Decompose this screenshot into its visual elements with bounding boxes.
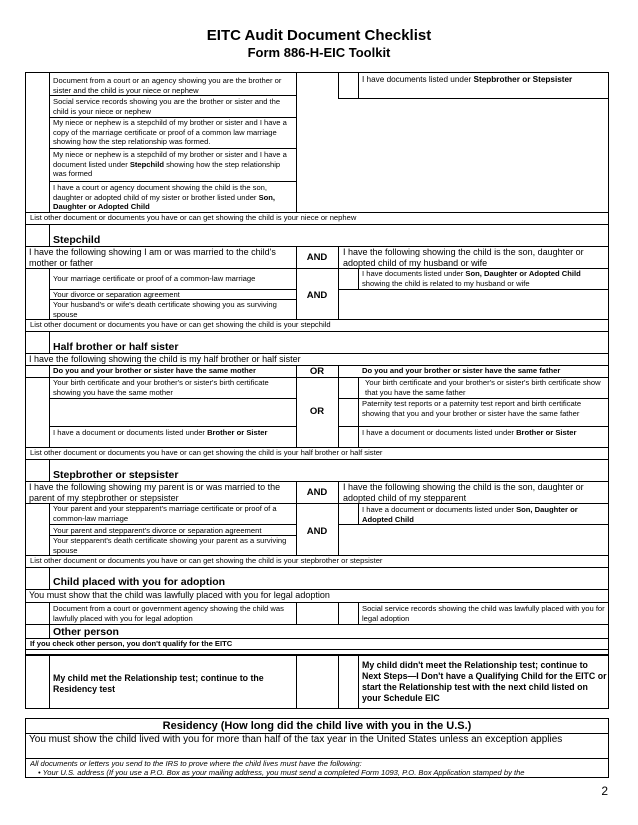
half-mother-birth-cert: Your birth certificate and your brother's or sister's birth certificate showing you have the same mother: [53, 378, 269, 397]
half-heading: Half brother or half sister: [53, 341, 179, 353]
stepsib-divorce: Your parent and stepparent's divorce or separation agreement: [53, 526, 262, 535]
stepchild-right-doc: I have documents listed under Son, Daughter or Adopted Child showing the child is related to my husband or wife: [362, 269, 581, 288]
stepchild-and-2: AND: [306, 290, 328, 301]
page-title: EITC Audit Document Checklist: [206, 27, 432, 44]
half-left-doc: I have a document or documents listed under Brother or Sister: [53, 428, 268, 437]
stepsib-and-2: AND: [306, 526, 328, 537]
page-subtitle: Form 886-H-EIC Toolkit: [247, 45, 391, 60]
stepsib-right-doc: I have a document or documents listed under Son, Daughter or Adopted Child: [362, 505, 578, 524]
stepchild-and: AND: [306, 252, 328, 263]
half-same-mother: Do you and your brother or sister have the same mother: [53, 366, 256, 375]
half-right-doc: I have a document or documents listed under Brother or Sister: [362, 428, 577, 437]
niece-doc-court: Document from a court or an agency showing you are the brother or sister and the child is your niece or nephew: [53, 76, 282, 95]
stepsib-death-cert: Your stepparent's death certificate showing your parent as a surviving spouse: [53, 536, 287, 555]
half-intro: I have the following showing the child is my half brother or half sister: [29, 354, 301, 364]
other-note: If you check other person, you don't qualify for the EITC: [30, 639, 233, 648]
niece-doc-social: Social service records showing you are the brother or sister and the child is your niece or nephew: [53, 97, 281, 116]
half-list-other: List other document or documents you have or can get showing the child is your half brother or half sister: [30, 448, 383, 457]
stepchild-marriage-cert: Your marriage certificate or proof of a common-law marriage: [53, 274, 256, 283]
niece-right-stepbrother: I have documents listed under Stepbrother or Stepsister: [362, 75, 573, 84]
stepchild-death-cert: Your husband's or wife's death certificate showing you as surviving spouse: [53, 300, 277, 319]
stepsib-heading: Stepbrother or stepsister: [53, 469, 179, 481]
bullet-icon: •: [38, 768, 43, 777]
stepsib-and: AND: [306, 487, 328, 498]
adoption-social-records: Social service records showing the child was lawfully placed with you for legal adoption: [362, 604, 605, 623]
niece-list-other: List other document or documents you have or can get showing the child is your niece or nephew: [30, 213, 357, 222]
stepsib-marriage-cert: Your parent and your stepparent's marriage certificate or proof of a common-law marriage: [53, 504, 277, 523]
niece-doc-marriage: My niece or nephew is a stepchild of my brother or sister and I have a copy of the marriage certificate or proof of a common law marriage showing how the step relationship was formed.: [53, 118, 287, 147]
stepchild-divorce: Your divorce or separation agreement: [53, 290, 180, 299]
stepchild-right-intro: I have the following showing the child is the son, daughter or adopted child of my husband or wife: [343, 247, 584, 268]
stepchild-list-other: List other document or documents you have or can get showing the child is your stepchild: [30, 320, 331, 329]
half-paternity: Paternity test reports or a paternity test report and birth certificate showing that you and your brother or sister have the same father: [362, 399, 582, 418]
result-met: My child met the Relationship test; continue to the Residency test: [53, 673, 264, 694]
half-or: OR: [309, 366, 325, 377]
niece-doc-son-daughter: I have a court or agency document showing the child is the son, daughter or adopted child of my sister or brother listed under Son, Daughter or Adopted Child: [53, 183, 276, 212]
stepsib-left-intro: I have the following showing my parent is or was married to the parent of my stepbrother or stepsister: [29, 482, 281, 503]
half-same-father: Do you and your brother or sister have the same father: [362, 366, 561, 375]
other-heading: Other person: [53, 626, 119, 638]
result-not-met: My child didn't meet the Relationship test; continue to Next Steps—I Don't have a Qualifying Child for the EITC or start the Relationship test with the next child listed on your Schedule EIC: [362, 660, 607, 703]
stepsib-right-intro: I have the following showing the child is the son, daughter or adopted child of my stepparent: [343, 482, 584, 503]
adoption-heading: Child placed with you for adoption: [53, 576, 226, 588]
page-number: 2: [601, 784, 608, 798]
residency-note: All documents or letters you send to the IRS to prove where the child lives must have the following:: [30, 759, 362, 768]
adoption-court-doc: Document from a court or government agency showing the child was lawfully placed with you for legal adoption: [53, 604, 284, 623]
half-or-2: OR: [309, 406, 325, 417]
stepchild-heading: Stepchild: [53, 234, 101, 246]
stepchild-left-intro: I have the following showing I am or was married to the child's mother or father: [29, 247, 276, 268]
residency-heading: Residency (How long did the child live with you in the U.S.): [162, 720, 472, 732]
niece-doc-stepchild: My niece or nephew is a stepchild of my brother or sister and I have a document listed under Stepchild showing how the step relationship was formed: [53, 150, 287, 179]
residency-intro: You must show the child lived with you for more than half of the tax year in the United States unless an exception applies: [29, 734, 563, 745]
stepsib-list-other: List other document or documents you have or can get showing the child is your stepbrother or stepsister: [30, 556, 383, 565]
adoption-intro: You must show that the child was lawfully placed with you for legal adoption: [29, 590, 330, 600]
residency-bullet: • Your U.S. address (If you use a P.O. Box as your mailing address, you must send a completed Form 1093, P.O. Box Application stamped by the: [38, 768, 525, 777]
half-father-birth-cert: Your birth certificate and your brother's or sister's birth certificate show that you have the same father: [365, 378, 601, 397]
